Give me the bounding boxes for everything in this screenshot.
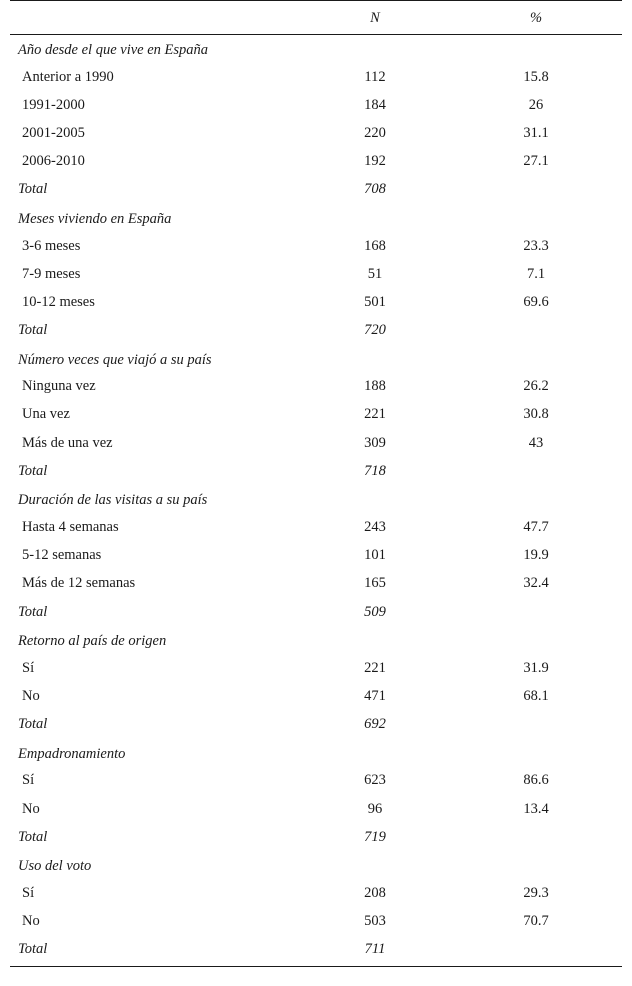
table-section-row xyxy=(10,35,622,64)
row-count: 719 xyxy=(364,828,386,845)
row-label: 10-12 meses xyxy=(22,293,95,310)
row-count xyxy=(300,485,450,513)
row-count xyxy=(300,345,450,373)
row-percent: 31.1 xyxy=(523,124,549,141)
row-count: 501 xyxy=(364,293,386,310)
row-label: 1991-2000 xyxy=(22,96,85,113)
row-label: Sí xyxy=(22,884,35,901)
row-count: 708 xyxy=(364,181,386,198)
table-total-row xyxy=(10,936,622,967)
row-label: Meses viviendo en España xyxy=(18,210,172,227)
table-row xyxy=(10,682,622,710)
row-label: Duración de las visitas a su país xyxy=(18,492,208,509)
row-label: No xyxy=(22,800,40,817)
table-section-row xyxy=(10,851,622,879)
row-label: Hasta 4 semanas xyxy=(22,519,119,536)
row-count: 101 xyxy=(364,547,386,564)
row-count: 188 xyxy=(364,378,386,395)
header-row xyxy=(10,1,622,35)
row-percent xyxy=(450,204,622,232)
row-label: 2006-2010 xyxy=(22,153,85,170)
row-count: 623 xyxy=(364,772,386,789)
table-row xyxy=(10,429,622,457)
row-percent xyxy=(450,823,622,851)
row-percent: 47.7 xyxy=(523,519,549,536)
row-percent xyxy=(450,457,622,485)
row-count xyxy=(300,739,450,767)
row-count xyxy=(300,626,450,654)
row-percent xyxy=(450,35,622,64)
row-label: Uso del voto xyxy=(18,858,92,875)
row-percent: 19.9 xyxy=(523,547,549,564)
table-section-row xyxy=(10,204,622,232)
row-label: Más de una vez xyxy=(22,434,113,451)
table-row xyxy=(10,119,622,147)
row-percent: 15.8 xyxy=(523,68,549,85)
row-percent: 43 xyxy=(528,434,544,451)
row-percent xyxy=(450,851,622,879)
row-label: 5-12 semanas xyxy=(22,547,102,564)
row-label: Una vez xyxy=(22,406,70,423)
row-percent: 68.1 xyxy=(523,687,549,704)
row-percent: 26 xyxy=(528,96,544,113)
row-percent: 13.4 xyxy=(523,800,549,817)
row-percent: 69.6 xyxy=(523,293,549,310)
table-row xyxy=(10,908,622,936)
row-label: No xyxy=(22,913,40,930)
table-row xyxy=(10,879,622,907)
row-count: 184 xyxy=(364,96,386,113)
row-label: Retorno al país de origen xyxy=(18,633,167,650)
row-label: Total xyxy=(10,936,300,967)
statistics-table xyxy=(10,0,622,967)
row-count: 503 xyxy=(364,913,386,930)
table-row xyxy=(10,288,622,316)
row-count: 112 xyxy=(364,68,386,85)
table-row xyxy=(10,767,622,795)
row-label: 3-6 meses xyxy=(22,237,81,254)
table-total-row xyxy=(10,317,622,345)
row-count: 243 xyxy=(364,519,386,536)
row-count: 718 xyxy=(364,462,386,479)
table-section-row xyxy=(10,626,622,654)
row-percent xyxy=(450,711,622,739)
row-percent: 86.6 xyxy=(523,772,549,789)
table-row xyxy=(10,91,622,119)
row-label: Más de 12 semanas xyxy=(22,575,136,592)
row-label: No xyxy=(22,687,40,704)
table-row xyxy=(10,63,622,91)
column-header-label xyxy=(10,1,300,35)
row-percent: 26.2 xyxy=(523,378,549,395)
row-count: 208 xyxy=(364,884,386,901)
row-count xyxy=(300,35,450,64)
row-label: Anterior a 1990 xyxy=(22,68,114,85)
row-label: 7-9 meses xyxy=(22,265,81,282)
row-label: Año desde el que vive en España xyxy=(18,42,209,58)
row-percent xyxy=(450,598,622,626)
row-label: Sí xyxy=(22,659,35,676)
table-total-row xyxy=(10,598,622,626)
table-total-row xyxy=(10,176,622,204)
table-row xyxy=(10,260,622,288)
table-total-row xyxy=(10,823,622,851)
row-label: Total xyxy=(18,828,48,845)
table-header xyxy=(10,1,622,35)
row-count: 720 xyxy=(364,322,386,339)
table-section-row xyxy=(10,485,622,513)
row-percent xyxy=(450,176,622,204)
table-row xyxy=(10,654,622,682)
table-row xyxy=(10,148,622,176)
row-percent: 30.8 xyxy=(523,406,549,423)
table-section-row xyxy=(10,345,622,373)
row-count: 692 xyxy=(364,716,386,733)
row-label: Ninguna vez xyxy=(22,378,96,395)
table-row xyxy=(10,542,622,570)
row-label: Total xyxy=(18,322,48,339)
row-label: 2001-2005 xyxy=(22,124,85,141)
row-percent: 27.1 xyxy=(523,153,549,170)
row-percent: 29.3 xyxy=(523,884,549,901)
row-percent xyxy=(450,485,622,513)
table-total-row xyxy=(10,457,622,485)
column-header-percent: % xyxy=(450,1,622,35)
row-label: Empadronamiento xyxy=(18,745,126,762)
row-count xyxy=(300,204,450,232)
table-row xyxy=(10,232,622,260)
row-count: 192 xyxy=(364,153,386,170)
table-row xyxy=(10,795,622,823)
row-percent xyxy=(450,739,622,767)
table-row xyxy=(10,401,622,429)
row-percent: 70.7 xyxy=(523,913,549,930)
row-count: 309 xyxy=(364,434,386,451)
row-label: Sí xyxy=(22,772,35,789)
row-percent xyxy=(450,317,622,345)
table-row xyxy=(10,373,622,401)
row-count: 509 xyxy=(364,603,386,620)
table-section-row xyxy=(10,739,622,767)
row-percent xyxy=(450,936,622,967)
row-percent xyxy=(450,626,622,654)
row-count: 221 xyxy=(364,659,386,676)
row-count: 165 xyxy=(364,575,386,592)
row-count: 220 xyxy=(364,124,386,141)
row-count xyxy=(300,851,450,879)
row-label: Total xyxy=(18,716,48,733)
row-label: Total xyxy=(18,603,48,620)
table-total-row xyxy=(10,711,622,739)
row-percent xyxy=(450,345,622,373)
row-count: 471 xyxy=(364,687,386,704)
row-percent: 31.9 xyxy=(523,659,549,676)
row-count: 168 xyxy=(364,237,386,254)
row-percent: 32.4 xyxy=(523,575,549,592)
row-count: 51 xyxy=(367,265,383,282)
table-row xyxy=(10,570,622,598)
row-percent: 7.1 xyxy=(526,265,546,282)
row-count: 221 xyxy=(364,406,386,423)
row-count: 96 xyxy=(367,800,383,817)
row-label: Número veces que viajó a su país xyxy=(18,351,212,368)
row-label: Total xyxy=(18,462,48,479)
row-count: 711 xyxy=(300,936,450,967)
table-row xyxy=(10,513,622,541)
table-body xyxy=(10,35,622,967)
row-label: Total xyxy=(18,181,48,198)
row-percent: 23.3 xyxy=(523,237,549,254)
column-header-n: N xyxy=(300,1,450,35)
